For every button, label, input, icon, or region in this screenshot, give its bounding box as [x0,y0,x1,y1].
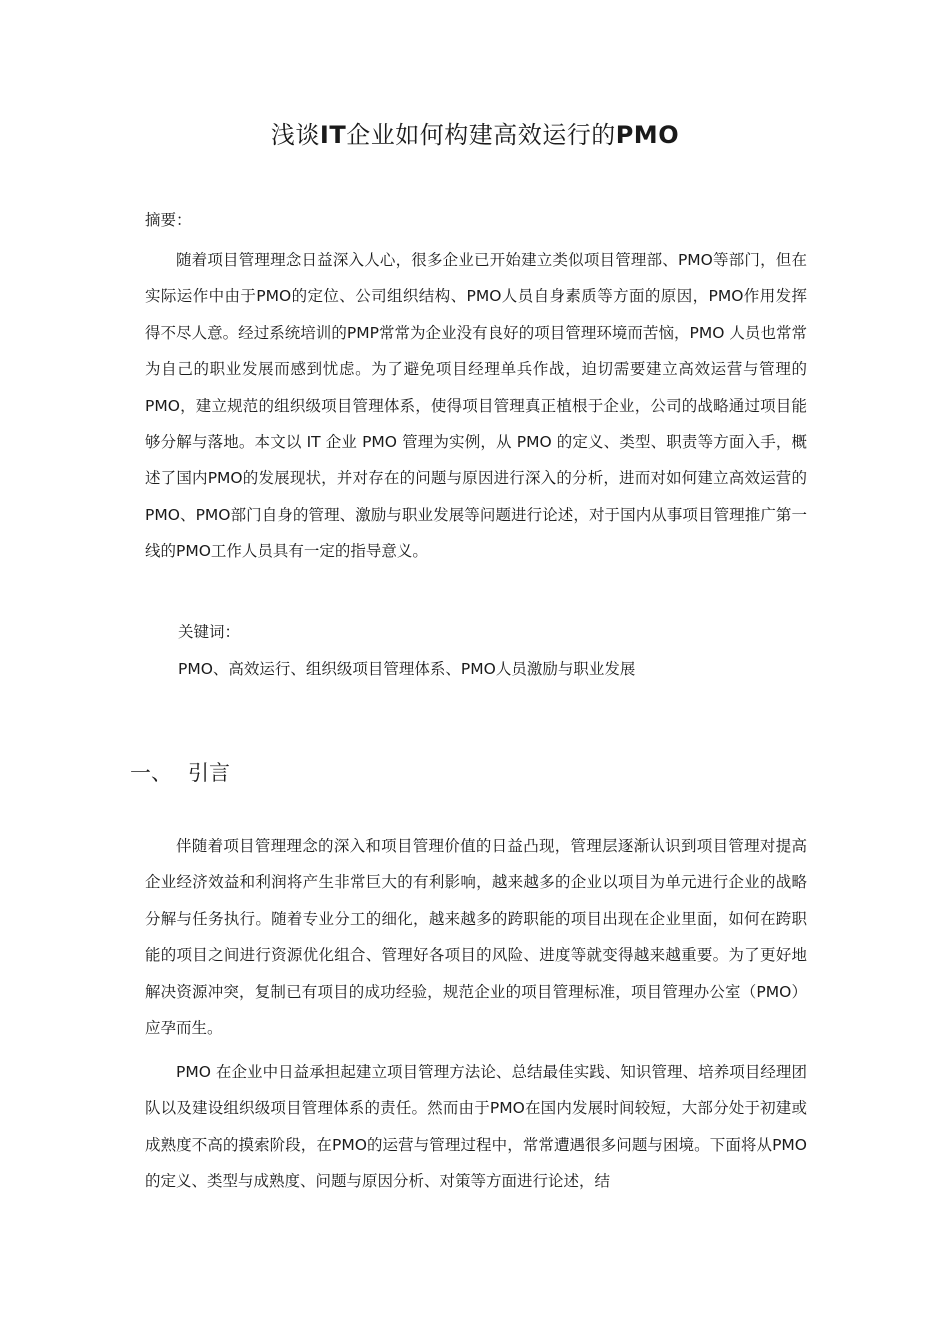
intro-paragraph-2: PMO 在企业中日益承担起建立项目管理方法论、总结最佳实践、知识管理、培养项目经理团队以及建设组织级项目管理体系的责任。然而由于PMO在国内发展时间较短，大部分处于初建或成熟度不高的摸索阶段，在PMO的运营与管理过程中，常常遭遇很多问题与困境。下面将从PMO的定义、类型与成熟度、问题与原因分析、对策等方面进行论述，结 [145,1063,807,1191]
document-title [0,118,950,152]
title-it: IT [319,121,347,149]
intro-paragraph-1: 伴随着项目管理理念的深入和项目管理价值的日益凸现，管理层逐渐认识到项目管理对提高企业经济效益和利润将产生非常巨大的有利影响，越来越多的企业以项目为单元进行企业的战略分解与任务执行。随着专业分工的细化，越来越多的跨职能的项目出现在企业里面，如何在跨职能的项目之间进行资源优化组合、管理好各项目的风险、进度等就变得越来越重要。为了更好地解决资源冲突，复制已有项目的成功经验，规范企业的项目管理标准，项目管理办公室（PMO）应孕而生。 [145,837,807,1038]
section-number: 一、 [130,761,172,785]
title-pmo: PMO [615,121,680,149]
title-middle: 企业如何构建高效运行的 [346,121,616,149]
abstract-label: 摘要： [145,211,192,229]
keywords-text: PMO、高效运行、组织级项目管理体系、PMO人员激励与职业发展 [178,660,636,678]
section-heading-introduction [130,758,230,788]
title-prefix: 浅谈 [270,121,320,149]
section-title: 引言 [188,761,230,785]
abstract-paragraph: 随着项目管理理念日益深入人心，很多企业已开始建立类似项目管理部、PMO等部门，但在实际运作中由于PMO的定位、公司组织结构、PMO人员自身素质等方面的原因，PMO作用发挥得不尽人意。经过系统培训的PMP常常为企业没有良好的项目管理环境而苦恼，PMO 人员也常常为自己的职业发展而感到忧虑。为了避免项目经理单兵作战，迫切需要建立高效运营与管理的 PMO，建立规范的组织级项目管理体系，使得项目管理真正植根于企业，公司的战略通过项目能够分解与落地。本文以 IT 企业 PMO 管理为实例，从 PMO 的定义、类型、职责等方面入手，概述了国内PMO的发展现状，并对存在的问题与原因进行深入的分析，进而对如何建立高效运营的PMO、PMO部门自身的管理、激励与职业发展等问题进行论述，对于国内从事项目管理推广第一线的PMO工作人员具有一定的指导意义。 [145,251,807,561]
keywords-label: 关键词： [178,623,241,641]
